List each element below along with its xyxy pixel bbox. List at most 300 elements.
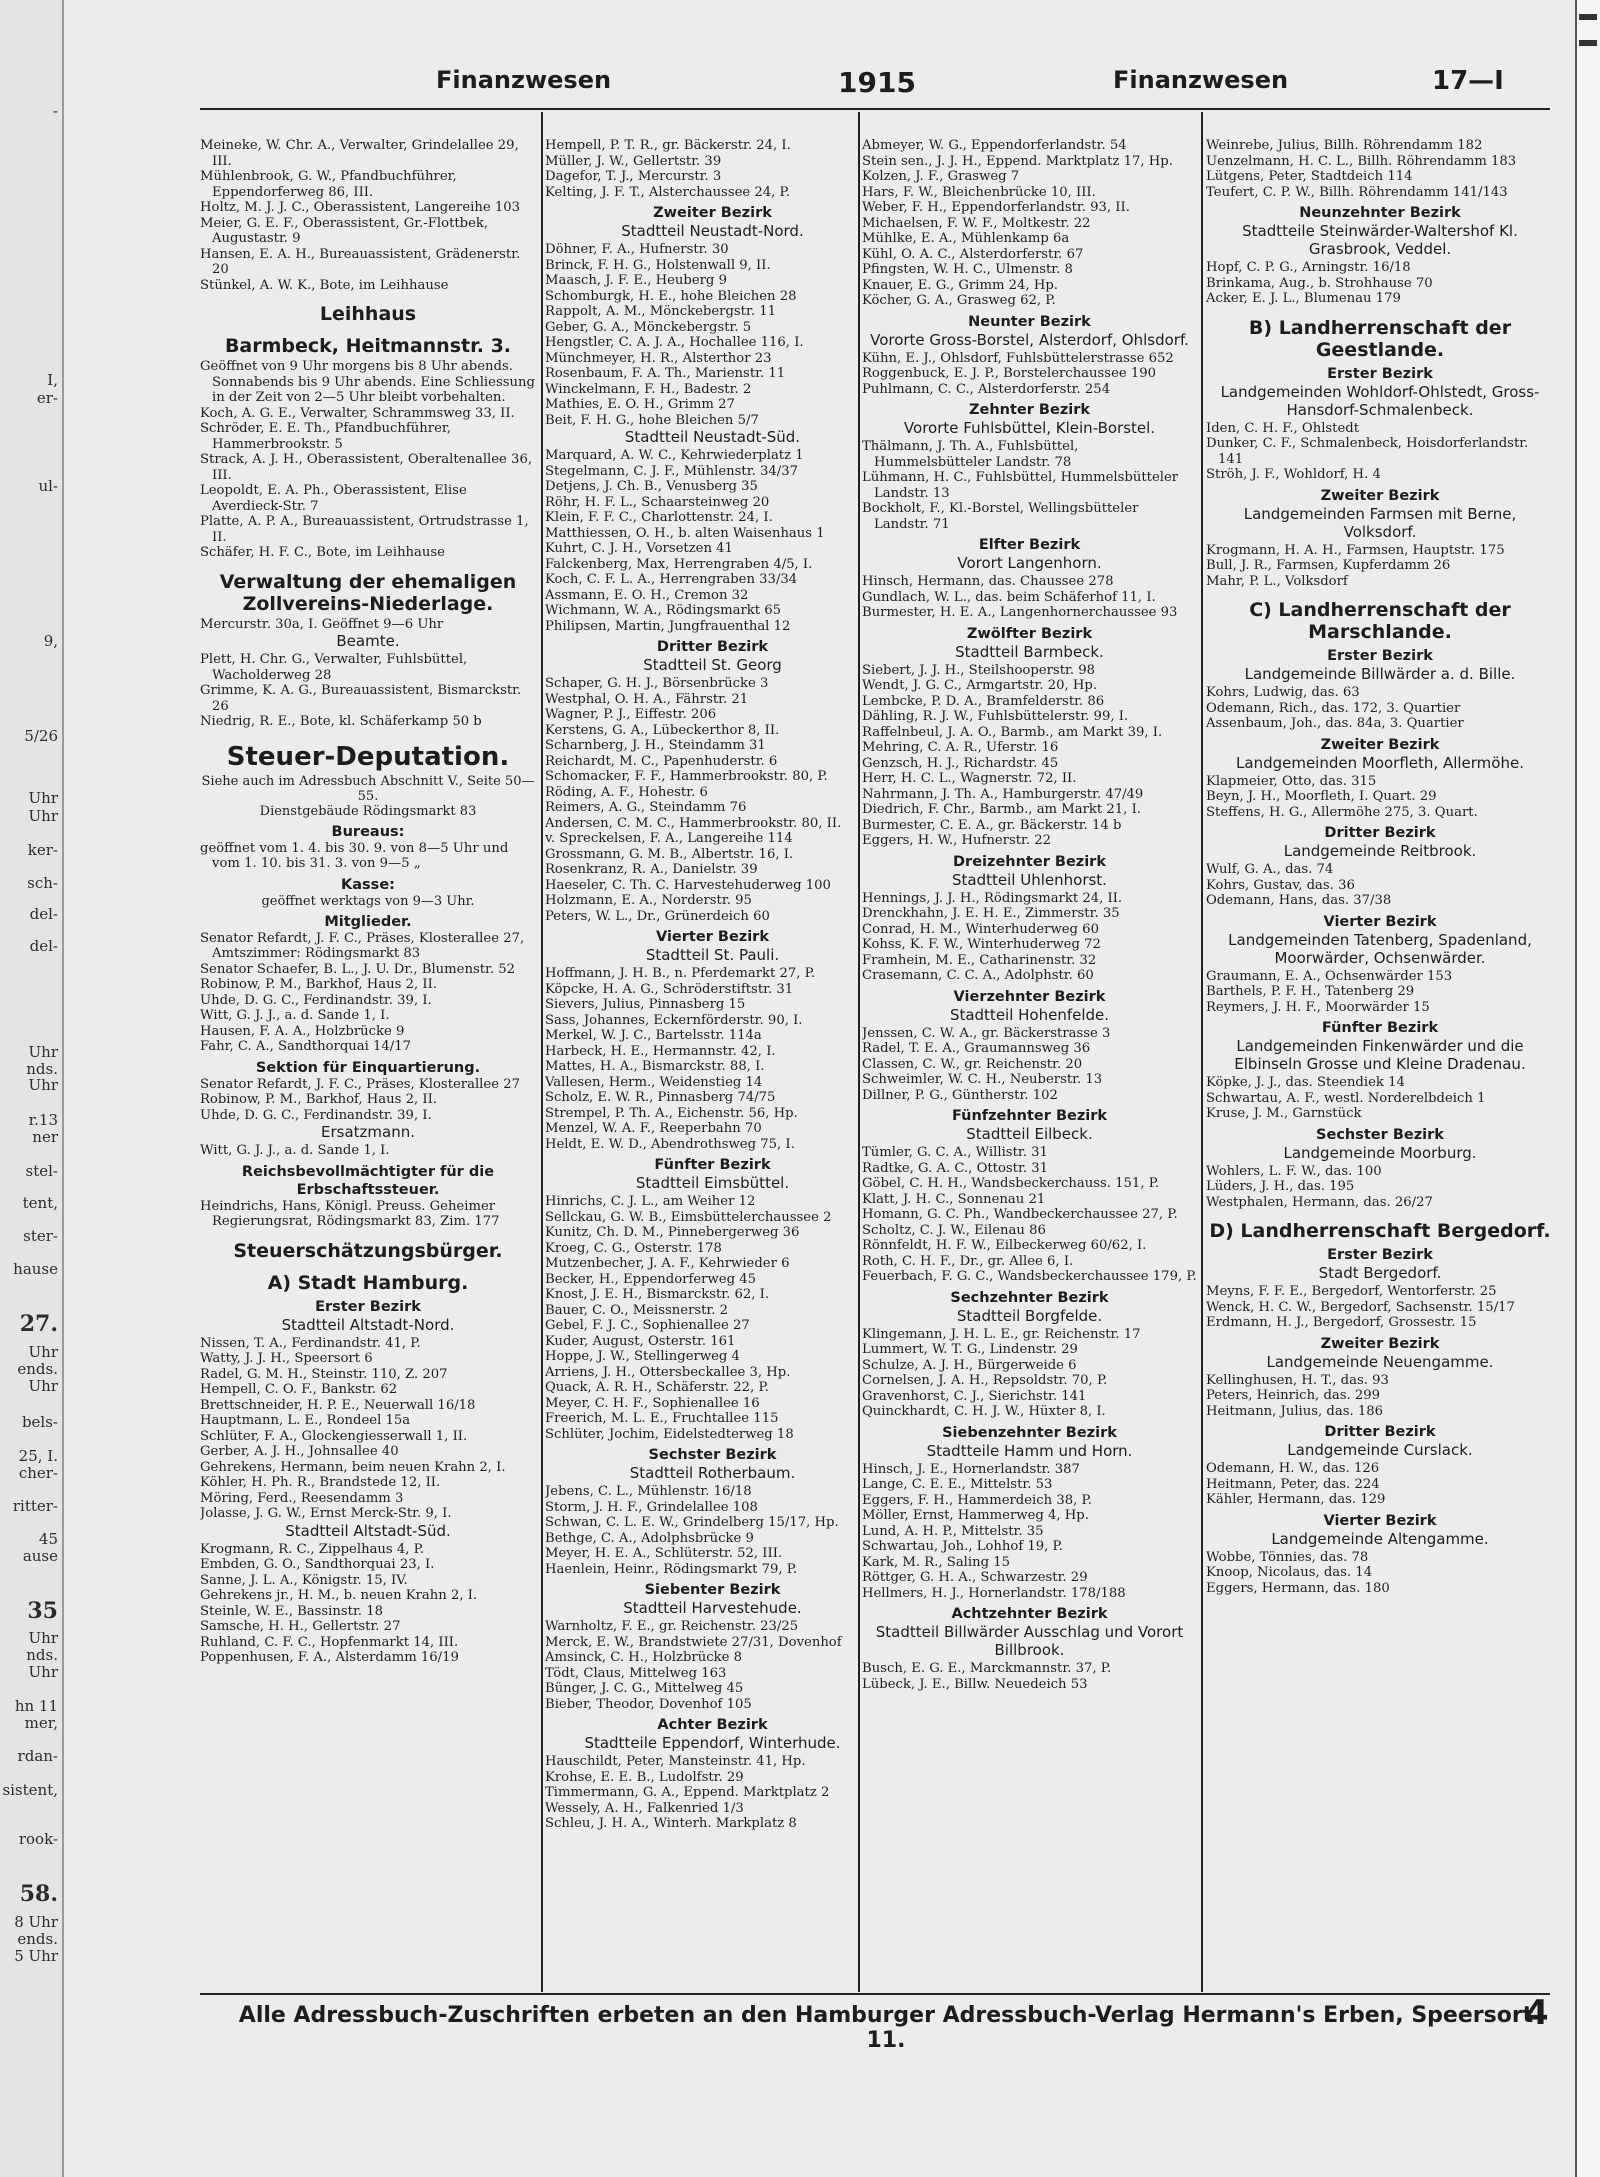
directory-entry: Bünger, J. C. G., Mittelweg 45 <box>545 1681 744 1696</box>
directory-entry: Teufert, C. P. W., Billh. Röhrendamm 141/143 <box>1206 184 1508 200</box>
directory-entry: Kohrs, Ludwig, das. 63 <box>1206 685 1360 700</box>
adjacent-page-fragment: er- <box>36 389 58 407</box>
directory-entry: Pfingsten, W. H. C., Ulmenstr. 8 <box>862 262 1073 277</box>
adjacent-page-fragment: 5 Uhr <box>14 1947 58 1965</box>
directory-entry: Merkel, W. J. C., Bartelsstr. 114a <box>545 1028 762 1043</box>
subsection-heading: Landgemeinde Reitbrook. <box>1283 842 1477 860</box>
directory-entry: Detjens, J. Ch. B., Venusberg 35 <box>545 479 758 494</box>
directory-entry: Beyn, J. H., Moorfleth, I. Quart. 29 <box>1206 789 1437 804</box>
directory-entry: Peters, W. L., Dr., Grünerdeich 60 <box>545 908 770 924</box>
directory-entry: Nahrmann, J. Th. A., Hamburgerstr. 47/49 <box>862 786 1144 802</box>
district-heading: Zwölfter Bezirk <box>966 625 1093 642</box>
column-1 <box>200 138 536 1993</box>
subsection-heading: Stadtteil Uhlenhorst. <box>952 870 1107 889</box>
district-heading: Neunzehnter Bezirk <box>1299 205 1461 221</box>
adjacent-page-fragment: hn 11 <box>14 1697 58 1715</box>
adjacent-page-fragment: cher- <box>18 1464 58 1482</box>
district-heading: Dritter Bezirk <box>1324 1424 1436 1440</box>
district-heading: Dritter Bezirk <box>656 639 769 655</box>
directory-entry: Lüders, J. H., das. 195 <box>1206 1179 1355 1194</box>
directory-entry: Plett, H. Chr. G., Verwalter, Fuhlsbüttel, Wacholderweg 28 <box>200 652 468 683</box>
directory-entry: Schaper, G. H. J., Börsenbrücke 3 <box>545 676 769 691</box>
section-heading: C) Landherrenschaft der Marschlande. <box>1249 599 1511 643</box>
directory-entry: Matthiessen, O. H., b. alten Waisenhaus 1 <box>545 525 825 541</box>
footer-rule <box>200 1993 1550 1995</box>
directory-entry: Abmeyer, W. G., Eppendorferlandstr. 54 <box>862 138 1127 153</box>
directory-entry: Reichardt, M. C., Papenhuderstr. 6 <box>545 753 778 769</box>
directory-entry: Siebert, J. J. H., Steilshooperstr. 98 <box>862 662 1096 678</box>
directory-entry: Hars, F. W., Bleichenbrücke 10, III. <box>862 184 1096 200</box>
adjacent-page-fragment: nds. <box>26 1060 58 1078</box>
directory-entry: Strempel, P. Th. A., Eichenstr. 56, Hp. <box>545 1105 798 1121</box>
directory-entry: Bieber, Theodor, Dovenhof 105 <box>545 1696 752 1712</box>
subsection-heading: Landgemeinde Altengamme. <box>1271 1529 1489 1548</box>
directory-entry: Lummert, W. T. G., Lindenstr. 29 <box>862 1342 1078 1357</box>
directory-entry: Wenck, H. C. W., Bergedorf, Sachsenstr. 15/17 <box>1206 1299 1515 1315</box>
subsection-heading: Vororte Gross-Borstel, Alsterdorf, Ohlsdorf. <box>870 330 1189 349</box>
directory-entry: Hempell, P. T. R., gr. Bäckerstr. 24, I. <box>545 138 791 153</box>
directory-entry: Amsinck, C. H., Holzbrücke 8 <box>545 1650 742 1665</box>
directory-entry: Ruhland, C. F. C., Hopfenmarkt 14, III. <box>200 1634 459 1650</box>
department-heading: Steuer-Deputation. <box>226 741 510 772</box>
directory-entry: Kuder, August, Osterstr. 161 <box>545 1333 736 1349</box>
directory-entry: Knoop, Nicolaus, das. 14 <box>1206 1565 1373 1580</box>
subsection-heading: Landgemeinde Neuengamme. <box>1266 1352 1494 1371</box>
directory-entry: Kohss, K. F. W., Winterhuderweg 72 <box>862 937 1101 952</box>
directory-entry: Grimme, K. A. G., Bureauassistent, Bismarckstr. 26 <box>200 683 522 714</box>
directory-entry: Brinck, F. H. G., Holstenwall 9, II. <box>545 257 771 273</box>
directory-entry: Kuhrt, C. J. H., Vorsetzen 41 <box>545 541 733 556</box>
directory-entry: Schulze, A. J. H., Bürgerweide 6 <box>862 1357 1077 1373</box>
directory-entry: Wessely, A. H., Falkenried 1/3 <box>545 1800 744 1816</box>
adjacent-page-fragment: 35 <box>27 1598 58 1624</box>
directory-entry: Jebens, C. L., Mühlenstr. 16/18 <box>545 1484 752 1499</box>
directory-entry: Philipsen, Martin, Jungfrauenthal 12 <box>545 618 791 634</box>
directory-entry: Graumann, E. A., Ochsenwärder 153 <box>1206 968 1453 984</box>
directory-entry: Schlüter, Jochim, Eidelstedterweg 18 <box>545 1426 794 1442</box>
directory-entry: Schomacker, F. F., Hammerbrookstr. 80, P. <box>545 769 828 784</box>
directory-entry: Hauschildt, Peter, Mansteinstr. 41, Hp. <box>545 1754 806 1769</box>
subsection-heading: Landgemeinden Moorfleth, Allermöhe. <box>1236 753 1524 772</box>
directory-entry: Hinsch, J. E., Hornerlandstr. 387 <box>862 1461 1080 1477</box>
directory-entry: Röhr, H. F. L., Schaarsteinweg 20 <box>545 494 770 510</box>
district-heading: Zweiter Bezirk <box>1320 1335 1440 1352</box>
district-heading: Vierter Bezirk <box>656 929 769 945</box>
directory-entry: Busch, E. G. E., Marckmannstr. 37, P. <box>862 1661 1112 1676</box>
adjacent-page-fragment: 27. <box>19 1311 58 1337</box>
adjacent-page-fragment: 45 <box>38 1530 58 1548</box>
directory-entry: Vallesen, Herm., Weidenstieg 14 <box>545 1074 763 1090</box>
adjacent-page-fragment: nds. <box>26 1646 58 1664</box>
subsection-heading: Landgemeinde Billwärder a. d. Bille. <box>1244 665 1516 683</box>
directory-entry: Mühlenbrook, G. W., Pfandbuchführer, Eppendorferweg 86, III. <box>200 169 457 200</box>
directory-entry: Scharnberg, J. H., Steindamm 31 <box>545 738 766 753</box>
directory-entry: Hellmers, H. J., Hornerlandstr. 178/188 <box>862 1585 1126 1601</box>
directory-entry: Krogmann, R. C., Zippelhaus 4, P. <box>200 1541 425 1557</box>
district-heading: Sektion für Einquartierung. <box>255 1059 481 1076</box>
directory-entry: Michaelsen, F. W. F., Moltkestr. 22 <box>862 215 1091 231</box>
directory-entry: Senator Schaefer, B. L., J. U. Dr., Blumenstr. 52 <box>200 961 516 977</box>
district-heading: Dreizehnter Bezirk <box>953 853 1106 870</box>
subsection-heading: Stadtteil Billwärder Ausschlag und Vorort Billbrook. <box>875 1623 1184 1659</box>
directory-entry: Heldt, E. W. D., Abendrothsweg 75, I. <box>545 1136 795 1152</box>
directory-entry: Sanne, J. L. A., Königstr. 15, IV. <box>200 1572 408 1588</box>
directory-entry: Roth, C. H. F., Dr., gr. Allee 6, I. <box>862 1253 1074 1269</box>
directory-entry: Schröder, E. E. Th., Pfandbuchführer, Hammerbrookstr. 5 <box>200 421 451 452</box>
directory-entry: Niedrig, R. E., Bote, kl. Schäferkamp 50 b <box>200 714 482 729</box>
adjacent-page-fragment: sistent, <box>2 1781 58 1799</box>
directory-entry: Kellinghusen, H. T., das. 93 <box>1206 1372 1389 1388</box>
publisher-footer: Alle Adressbuch-Zuschriften erbeten an den Hamburger Adressbuch-Verlag Hermann's Erben, Speersort 11. <box>238 2003 1534 2053</box>
adjacent-page-fragment: I, <box>47 371 58 389</box>
column-rule <box>541 112 543 1992</box>
directory-entry: Feuerbach, F. G. C., Wandsbeckerchaussee 179, P. <box>862 1269 1197 1284</box>
directory-entry: Cornelsen, J. A. H., Repsoldstr. 70, P. <box>862 1373 1108 1388</box>
subsection-heading: Landgemeinde Moorburg. <box>1283 1143 1477 1162</box>
district-heading: Zweiter Bezirk <box>653 205 772 221</box>
directory-entry: Schwartau, A. F., westl. Norderelbdeich 1 <box>1206 1090 1486 1106</box>
district-heading: Fünfter Bezirk <box>1321 1020 1439 1036</box>
subsection-heading: Stadtteil Borgfelde. <box>956 1306 1103 1325</box>
adjacent-page-fragment: Uhr <box>28 1343 58 1361</box>
directory-entry: Hoffmann, J. H. B., n. Pferdemarkt 27, P. <box>545 966 816 981</box>
directory-entry: Tümler, G. C. A., Willistr. 31 <box>862 1145 1048 1160</box>
district-heading: Bureaus: <box>331 823 405 840</box>
directory-entry: Kühl, O. A. C., Alsterdorferstr. 67 <box>862 246 1084 262</box>
directory-entry: Stein sen., J. J. H., Eppend. Marktplatz 17, Hp. <box>862 153 1173 169</box>
adjacent-page-fragment: del- <box>29 937 58 955</box>
directory-entry: Lübeck, J. E., Billw. Neuedeich 53 <box>862 1676 1088 1692</box>
district-heading: Vierzehnter Bezirk <box>953 988 1106 1005</box>
adjacent-page-fragment: mer, <box>24 1714 58 1732</box>
directory-entry: Hennings, J. J. H., Rödingsmarkt 24, II. <box>862 890 1123 906</box>
district-heading: Achter Bezirk <box>657 1717 768 1733</box>
directory-entry: Iden, C. H. F., Ohlstedt <box>1206 420 1360 436</box>
directory-entry: Schweimler, W. C. H., Neuberstr. 13 <box>862 1072 1103 1087</box>
directory-entry: Erdmann, H. J., Bergedorf, Grossestr. 15 <box>1206 1315 1477 1330</box>
district-heading: Zweiter Bezirk <box>1320 487 1440 504</box>
directory-entry: Timmermann, G. A., Eppend. Marktplatz 2 <box>545 1785 830 1800</box>
directory-entry: Arriens, J. H., Ottersbeckallee 3, Hp. <box>545 1364 791 1380</box>
subsection-heading: Stadtteil Altstadt-Nord. <box>281 1315 455 1334</box>
district-heading: Fünfter Bezirk <box>654 1157 771 1173</box>
subsection-heading: Landgemeinden Wohldorf-Ohlstedt, Gross-Hansdorf-Schmalenbeck. <box>1220 382 1540 419</box>
directory-entry: Schleu, J. H. A., Winterh. Markplatz 8 <box>545 1816 797 1831</box>
directory-entry: Heitmann, Peter, das. 224 <box>1206 1476 1380 1492</box>
directory-entry: Koch, C. F. L. A., Herrengraben 33/34 <box>545 572 798 587</box>
directory-entry: Brinkama, Aug., b. Strohhause 70 <box>1206 275 1433 291</box>
subsection-heading: Stadtteil Eimsbüttel. <box>635 1174 790 1192</box>
directory-entry: Menzel, W. A. F., Reeperbahn 70 <box>545 1121 762 1136</box>
directory-entry: Thälmann, J. Th. A., Fuhlsbüttel, Hummelsbütteler Landstr. 78 <box>862 439 1079 470</box>
directory-entry: Jolasse, J. G. W., Ernst Merck-Str. 9, I. <box>200 1506 452 1521</box>
directory-entry: Barthels, P. F. H., Tatenberg 29 <box>1206 984 1415 999</box>
directory-entry: Krogmann, H. A. H., Farmsen, Hauptstr. 175 <box>1206 542 1505 558</box>
directory-entry: Puhlmann, C. C., Alsterdorferstr. 254 <box>862 381 1111 397</box>
directory-entry: Gehrekens jr., H. M., b. neuen Krahn 2, I. <box>200 1588 478 1603</box>
directory-entry: Rönnfeldt, H. F. W., Eilbeckerweg 60/62, I. <box>862 1238 1147 1253</box>
adjacent-page-fragment: hause <box>13 1260 58 1278</box>
subsection-heading: Vorort Langenhorn. <box>957 554 1102 572</box>
header-left-title: Finanzwesen <box>436 66 612 94</box>
directory-entry: Schlüter, F. A., Glockengiesserwall 1, II. <box>200 1428 468 1444</box>
adjacent-page-fragment: Uhr <box>28 1663 58 1681</box>
directory-entry: Heitmann, Julius, das. 186 <box>1206 1403 1384 1419</box>
directory-entry: Meyns, F. F. E., Bergedorf, Wentorferstr. 25 <box>1206 1284 1497 1299</box>
directory-entry: Rosenbaum, F. A. Th., Marienstr. 11 <box>545 366 786 381</box>
adjacent-page-fragment: tent, <box>22 1194 58 1212</box>
directory-entry: Wagner, P. J., Eiffestr. 206 <box>545 707 717 722</box>
adjacent-page-fragment: del- <box>29 905 58 923</box>
directory-entry: Storm, J. H. F., Grindelallee 108 <box>545 1499 758 1515</box>
district-heading: Neunter Bezirk <box>968 313 1091 330</box>
directory-entry: Crasemann, C. C. A., Adolphstr. 60 <box>862 968 1094 983</box>
adjacent-page-fragment: 5/26 <box>24 727 58 745</box>
directory-entry: Ströh, J. F., Wohldorf, H. 4 <box>1206 467 1381 482</box>
note-line: Dienstgebäude Rödingsmarkt 83 <box>259 803 477 819</box>
directory-entry: Roggenbuck, E. J. P., Borstelerchaussee 190 <box>862 366 1157 381</box>
directory-entry: Uhde, D. G. C., Ferdinandstr. 39, I. <box>200 1107 432 1123</box>
directory-entry: Meier, G. E. F., Oberassistent, Gr.-Flottbek, Augustastr. 9 <box>200 215 489 246</box>
adjacent-page-fragment: 9, <box>43 632 58 650</box>
district-heading: Erster Bezirk <box>1327 648 1433 664</box>
directory-entry: Quack, A. R. H., Schäferstr. 22, P. <box>545 1380 769 1395</box>
district-heading: Erster Bezirk <box>1327 365 1433 382</box>
directory-entry: Krohse, E. E. B., Ludolfstr. 29 <box>545 1769 744 1785</box>
directory-entry: Maasch, J. F. E., Heuberg 9 <box>545 273 727 288</box>
directory-entry: Assenbaum, Joh., das. 84a, 3. Quartier <box>1206 716 1464 731</box>
directory-entry: Klatt, J. H. C., Sonnenau 21 <box>862 1191 1046 1207</box>
directory-entry: Haeseler, C. Th. C. Harvestehuderweg 100 <box>545 877 831 893</box>
directory-entry: Senator Refardt, J. F. C., Präses, Klosterallee 27, Amtszimmer: Rödingsmarkt 83 <box>200 930 525 961</box>
directory-entry: Odemann, H. W., das. 126 <box>1206 1461 1380 1476</box>
directory-entry: Witt, G. J. J., a. d. Sande 1, I. <box>200 1008 390 1023</box>
directory-entry: Eggers, H. W., Hufnerstr. 22 <box>862 833 1052 848</box>
adjacent-page-fragment: rdan- <box>17 1747 58 1765</box>
directory-entry: Kähler, Hermann, das. 129 <box>1206 1492 1386 1507</box>
directory-entry: Stegelmann, C. J. F., Mühlenstr. 34/37 <box>545 463 798 479</box>
directory-entry: Uenzelmann, H. C. L., Billh. Röhrendamm 183 <box>1206 153 1517 169</box>
adjacent-page-fragment: 58. <box>19 1881 58 1907</box>
adjacent-page-fragment: ends. <box>17 1930 58 1948</box>
district-heading: Zweiter Bezirk <box>1320 736 1440 753</box>
directory-entry: Sellckau, G. W. B., Eimsbüttelerchaussee 2 <box>545 1209 832 1225</box>
directory-entry: Watty, J. J. H., Speersort 6 <box>200 1351 373 1366</box>
adjacent-page-strip <box>0 0 64 2177</box>
district-heading: Vierter Bezirk <box>1323 913 1437 930</box>
directory-entry: Nissen, T. A., Ferdinandstr. 41, P. <box>200 1335 421 1351</box>
directory-entry: Eggers, Hermann, das. 180 <box>1206 1580 1390 1596</box>
directory-entry: Beit, F. H. G., hohe Bleichen 5/7 <box>545 412 759 428</box>
directory-entry: Radel, T. E. A., Graumannsweg 36 <box>862 1041 1091 1056</box>
district-heading: Dritter Bezirk <box>1324 825 1436 841</box>
directory-entry: Möller, Ernst, Hammerweg 4, Hp. <box>862 1508 1089 1523</box>
directory-entry: Tödt, Claus, Mittelweg 163 <box>545 1665 727 1681</box>
directory-entry: Hausen, F. A. A., Holzbrücke 9 <box>200 1023 405 1039</box>
directory-entry: Gebel, F. J. C., Sophienallee 27 <box>545 1318 750 1333</box>
subsection-heading: Beamte. <box>336 632 400 650</box>
directory-entry: Kohrs, Gustav, das. 36 <box>1206 877 1355 893</box>
adjacent-page-fragment: Uhr <box>28 1043 58 1061</box>
directory-entry: Gehrekens, Hermann, beim neuen Krahn 2, I. <box>200 1459 506 1475</box>
directory-entry: Jenssen, C. W. A., gr. Bäckerstrasse 3 <box>862 1025 1111 1041</box>
directory-entry: Rosenkranz, R. A., Danielstr. 39 <box>545 862 758 877</box>
directory-entry: Fahr, C. A., Sandthorquai 14/17 <box>200 1039 412 1054</box>
directory-entry: Hinsch, Hermann, das. Chaussee 278 <box>862 574 1114 589</box>
directory-entry: Westphal, O. H. A., Fährstr. 21 <box>545 691 749 707</box>
directory-entry: Mehring, C. A. R., Uferstr. 16 <box>862 740 1059 755</box>
directory-entry: Hauptmann, L. E., Rondeel 15a <box>200 1413 411 1428</box>
column-2 <box>545 138 880 1993</box>
adjacent-page-fragment: bels- <box>21 1413 58 1431</box>
subsection-heading: Stadtteile Steinwärder-Waltershof Kl. Grasbrook, Veddel. <box>1242 222 1518 258</box>
subsection-heading: Stadt Bergedorf. <box>1318 1264 1442 1282</box>
directory-entry: Reimers, A. G., Steindamm 76 <box>545 800 747 815</box>
subsection-heading: Stadtteil Neustadt-Nord. <box>621 222 804 240</box>
directory-entry: geöffnet vom 1. 4. bis 30. 9. von 8—5 Uhr und vom 1. 10. bis 31. 3. von 9—5 „ <box>200 840 509 871</box>
corner-number: 4 <box>1525 1993 1549 2033</box>
directory-entry: Westphalen, Hermann, das. 26/27 <box>1206 1194 1433 1210</box>
directory-entry: Klingemann, J. H. L. E., gr. Reichenstr. 17 <box>862 1326 1141 1342</box>
district-heading: Kasse: <box>341 876 395 893</box>
directory-entry: Reymers, J. H. F., Moorwärder 15 <box>1206 999 1430 1015</box>
adjacent-page-fragment: sch- <box>27 874 58 892</box>
directory-entry: Falckenberg, Max, Herrengraben 4/5, I. <box>545 556 813 572</box>
directory-entry: Classen, C. W., gr. Reichenstr. 20 <box>862 1056 1083 1072</box>
directory-entry: Mercurstr. 30a, I. Geöffnet 9—6 Uhr <box>200 616 444 632</box>
directory-entry: Scholz, E. W. R., Pinnasberg 74/75 <box>545 1090 776 1105</box>
directory-entry: Weber, F. H., Eppendorferlandstr. 93, II. <box>862 200 1130 215</box>
district-heading: Zehnter Bezirk <box>968 402 1091 418</box>
directory-entry: Meyer, H. E. A., Schlüterstr. 52, III. <box>545 1546 783 1561</box>
directory-entry: Andersen, C. M. C., Hammerbrookstr. 80, II. <box>545 815 842 831</box>
adjacent-page-fragment: 8 Uhr <box>14 1913 58 1931</box>
directory-entry: Möring, Ferd., Reesendamm 3 <box>200 1490 404 1506</box>
header-rule <box>200 108 1550 110</box>
subsection-heading: Vororte Fuhlsbüttel, Klein-Borstel. <box>903 419 1156 437</box>
adjacent-page-fragment: ause <box>22 1547 58 1565</box>
section-heading: B) Landherrenschaft der Geestlande. <box>1248 316 1512 361</box>
directory-entry: Sass, Johannes, Eckernförderstr. 90, I. <box>545 1012 803 1028</box>
directory-entry: Hopf, C. P. G., Arningstr. 16/18 <box>1206 260 1411 275</box>
adjacent-page-fragment: Uhr <box>28 1629 58 1647</box>
directory-entry: Herr, H. C. L., Wagnerstr. 72, II. <box>862 771 1077 786</box>
district-heading: Erster Bezirk <box>315 1298 421 1315</box>
adjacent-page-fragment: Uhr <box>28 1076 58 1094</box>
directory-entry: Senator Refardt, J. F. C., Präses, Klosterallee 27 <box>200 1076 520 1092</box>
directory-entry: Lund, A. H. P., Mittelstr. 35 <box>862 1523 1044 1539</box>
subsection-heading: Ersatzmann. <box>321 1123 415 1141</box>
directory-entry: Scholtz, C. J. W., Eilenau 86 <box>862 1222 1046 1238</box>
note-line: geöffnet werktags von 9—3 Uhr. <box>261 893 475 909</box>
directory-entry: Dillner, P. G., Güntherstr. 102 <box>862 1087 1058 1103</box>
directory-entry: Geöffnet von 9 Uhr morgens bis 8 Uhr abends. Sonnabends bis 9 Uhr abends. Eine Schliessung in der Zeit von 2—5 Uhr bleibt vorbehalten. <box>200 359 535 405</box>
subsection-heading: Landgemeinden Tatenberg, Spadenland, Moorwärder, Ochsenwärder. <box>1228 930 1532 967</box>
directory-entry: Köpke, J. J., das. Steendiek 14 <box>1206 1075 1405 1090</box>
directory-entry: Knost, J. E. H., Bismarckstr. 62, I. <box>545 1287 770 1302</box>
directory-entry: Kunitz, Ch. D. M., Pinnebergerweg 36 <box>545 1225 800 1240</box>
subsection-heading: Stadtteil Eilbeck. <box>966 1125 1093 1143</box>
directory-entry: Röttger, G. H. A., Schwarzestr. 29 <box>862 1570 1088 1585</box>
section-heading: A) Stadt Hamburg. <box>267 1271 469 1294</box>
directory-entry: Mattes, H. A., Bismarckstr. 88, I. <box>545 1059 765 1074</box>
directory-entry: Stünkel, A. W. K., Bote, im Leihhause <box>200 277 449 293</box>
subsection-heading: Stadtteil Altstadt-Süd. <box>285 1521 451 1540</box>
header-right-title: Finanzwesen <box>1113 66 1289 94</box>
directory-entry: Embden, G. O., Sandthorquai 23, I. <box>200 1557 435 1572</box>
directory-entry: Klapmeier, Otto, das. 315 <box>1206 773 1377 789</box>
district-heading: Reichsbevollmächtigter für die Erbschaftssteuer. <box>241 1163 495 1198</box>
subsection-heading: Stadtteil Barmbeck. <box>955 642 1104 661</box>
column-4 <box>1206 138 1554 1993</box>
subsection-heading: Stadtteil St. Pauli. <box>645 946 780 964</box>
directory-entry: Klein, F. F. C., Charlottenstr. 24, I. <box>545 510 773 525</box>
note-line: Siehe auch im Adressbuch Abschnitt V., Seite 50—55. <box>201 773 535 804</box>
directory-entry: Holzmann, E. A., Norderstr. 95 <box>545 893 752 908</box>
directory-entry: Strack, A. J. H., Oberassistent, Oberaltenallee 36, III. <box>200 452 533 483</box>
directory-entry: Hansen, E. A. H., Bureauassistent, Grädenerstr. 20 <box>200 246 521 277</box>
directory-entry: Schomburgk, H. E., hohe Bleichen 28 <box>545 288 797 304</box>
district-heading: Erster Bezirk <box>1327 1247 1433 1263</box>
page-header <box>170 66 1550 106</box>
subsection-heading: Landgemeinden Finkenwärder und die Elbinseln Grosse und Kleine Dradenau. <box>1234 1037 1526 1073</box>
section-heading: D) Landherrenschaft Bergedorf. <box>1209 1220 1551 1242</box>
adjacent-page-fragment: stel- <box>25 1162 58 1180</box>
directory-entry: Wohlers, L. F. W., das. 100 <box>1206 1163 1382 1179</box>
district-heading: Achtzehnter Bezirk <box>951 1606 1108 1622</box>
directory-entry: Framhein, M. E., Catharinenstr. 32 <box>862 952 1097 968</box>
directory-entry: Dunker, C. F., Schmalenbeck, Hoisdorferlandstr. 141 <box>1206 436 1529 467</box>
directory-entry: Steinle, W. E., Bassinstr. 18 <box>200 1603 383 1619</box>
directory-entry: Bull, J. R., Farmsen, Kupferdamm 26 <box>1206 558 1451 573</box>
directory-entry: Gerber, A. J. H., Johnsallee 40 <box>200 1444 399 1459</box>
directory-entry: Uhde, D. G. C., Ferdinandstr. 39, I. <box>200 992 432 1008</box>
directory-entry: Robinow, P. M., Barkhof, Haus 2, II. <box>200 1092 438 1107</box>
subsection-heading: Stadtteil Rotherbaum. <box>629 1464 796 1482</box>
directory-entry: Freerich, M. L. E., Fruchtallee 115 <box>545 1411 779 1426</box>
directory-entry: Samsche, H. H., Gellertstr. 27 <box>200 1619 401 1634</box>
directory-entry: Mathies, E. O. H., Grimm 27 <box>545 397 735 412</box>
directory-entry: Müller, J. W., Gellertstr. 39 <box>545 153 722 169</box>
directory-entry: Homann, G. C. Ph., Wandbeckerchaussee 27, P. <box>862 1207 1178 1222</box>
directory-entry: Marquard, A. W. C., Kehrwiederplatz 1 <box>545 448 804 463</box>
directory-entry: Eggers, F. H., Hammerdeich 38, P. <box>862 1492 1092 1508</box>
directory-entry: Genzsch, H. J., Richardstr. 45 <box>862 755 1059 771</box>
directory-entry: Burmester, C. E. A., gr. Bäckerstr. 14 b <box>862 817 1122 833</box>
directory-entry: Meineke, W. Chr. A., Verwalter, Grindelallee 29, III. <box>200 138 519 169</box>
directory-entry: Poppenhusen, F. A., Alsterdamm 16/19 <box>200 1650 459 1665</box>
section-heading: Barmbeck, Heitmannstr. 3. <box>224 335 512 357</box>
adjacent-page-fragment: Uhr <box>28 1377 58 1395</box>
directory-entry: Wichmann, W. A., Rödingsmarkt 65 <box>545 603 782 618</box>
directory-entry: Witt, G. J. J., a. d. Sande 1, I. <box>200 1143 390 1158</box>
directory-entry: Schäfer, H. F. C., Bote, im Leihhause <box>200 545 445 560</box>
directory-entry: Brettschneider, H. P. E., Neuerwall 16/18 <box>200 1397 476 1413</box>
directory-entry: Schwan, C. L. E. W., Grindelberg 15/17, Hp. <box>545 1515 839 1530</box>
district-heading: Elfter Bezirk <box>978 537 1081 553</box>
directory-entry: Wulf, G. A., das. 74 <box>1206 862 1334 877</box>
directory-entry: Schwartau, Joh., Lohhof 19, P. <box>862 1539 1063 1554</box>
directory-entry: Merck, E. W., Brandstwiete 27/31, Dovenhof <box>545 1634 842 1650</box>
directory-entry: Haenlein, Heinr., Rödingsmarkt 79, P. <box>545 1561 798 1577</box>
section-heading: Leihhaus <box>319 303 417 325</box>
directory-entry: Hoppe, J. W., Stellingerweg 4 <box>545 1349 740 1364</box>
subsection-heading: Stadtteile Eppendorf, Winterhude. <box>584 1734 841 1752</box>
directory-entry: Münchmeyer, H. R., Alsterthor 23 <box>545 350 772 366</box>
header-page-number: 17—I <box>1432 66 1504 96</box>
directory-entry: Peters, Heinrich, das. 299 <box>1206 1388 1381 1403</box>
district-heading: Mitglieder. <box>324 913 412 930</box>
